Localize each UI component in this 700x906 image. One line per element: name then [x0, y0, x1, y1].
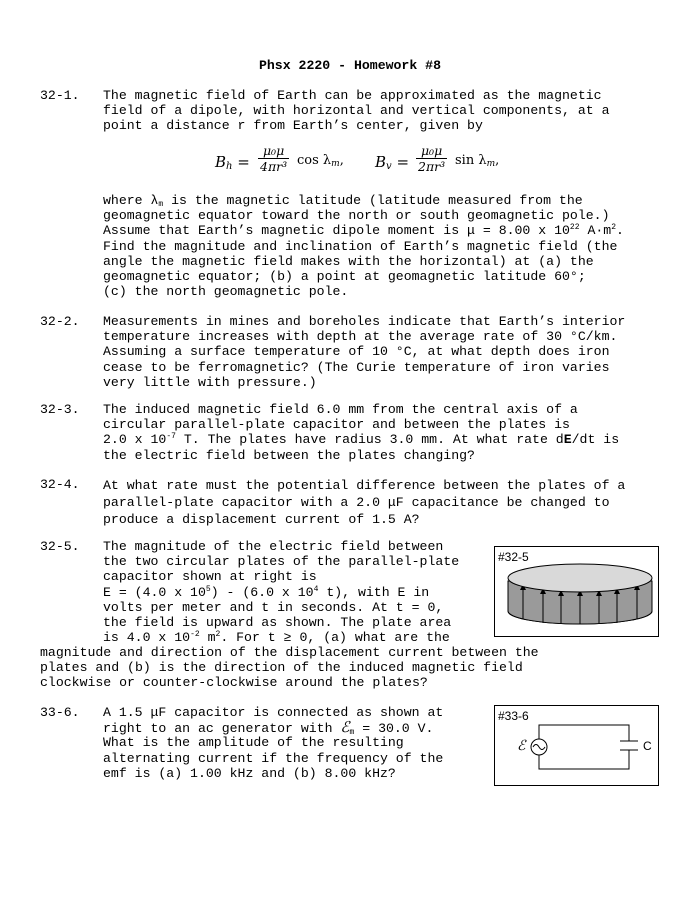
ac-circuit-drawing: [495, 706, 658, 785]
problem-number: 33-6.: [40, 705, 80, 720]
problem-text-wide: magnitude and direction of the displacement current between the plates and (b) is the direction of the induced magnetic field clockwise or counter-clockwise around the plates?: [40, 645, 539, 691]
figure-33-6: [494, 705, 659, 786]
capacitor-plates-drawing: [495, 547, 658, 636]
fraction-bv: $\frac{\text{μ₀μ}}{\text{2πr³}}$: [418, 143, 446, 174]
figure-label: #33-6: [498, 709, 529, 723]
problem-number: 32-1.: [40, 88, 80, 103]
problem-text: At what rate must the potential difference between the plates of a parallel-plate capacitor with a 2.0 μF capacitance be changed to produce a displacement current of 1.5 A?: [103, 478, 626, 527]
bottom-wire: [539, 750, 629, 769]
figure-label: #32-5: [498, 550, 529, 564]
top-plate: [508, 564, 652, 592]
figure-32-5: [494, 546, 659, 637]
fraction-bh: $\frac{\text{μ₀μ}}{\text{4πr³}}$: [260, 143, 288, 174]
problem-text: The magnitude of the electric field between the two circular plates of the parallel-plate capacitor shown at right is E = (4.0 x $10^5) - (6.0$ x $10^4$ t), with E in volts per meter and t in seconds. At t = 0, the field is upward as shown. The plate area is 4.0 x $10^{-2}$ $m^2$. For t ≥ 0, (a) what are the: [103, 539, 460, 646]
emf-label: ℰ: [517, 738, 526, 754]
problem-number: 32-4.: [40, 477, 80, 492]
capacitor-label: C: [643, 739, 652, 753]
problem-number: 32-5.: [40, 539, 80, 554]
problem-text: where $\lambda_m$ is the magnetic latitude (latitude measured from the geomagnetic equator toward the north or south geomagnetic pole.) Assume that Earth’s magnetic dipole moment is μ = 8.00 x $10^{22}$ $A\cdot m^2$. Find the magnitude and inclination of Earth’s magnetic field (the angle the magnetic field makes with the horizontal) at (a) the geomagnetic equator; (b) a point at geomagnetic latitude 60°; (c) the north geomagnetic pole.: [103, 193, 624, 300]
problem-text: The induced magnetic field 6.0 mm from the central axis of a circular parallel-plate capacitor and between the plates is 2.0 x $10^{-7}$ T. The plates have radius 3.0 mm. At what rate dE/dt is the electric field between the plates changing?: [103, 402, 620, 463]
top-wire: [539, 725, 629, 741]
problem-text: The magnetic field of Earth can be approximated as the magnetic field of a dipole, with horizontal and vertical components, at a point a distance r from Earth’s center, given by: [103, 88, 610, 134]
dipole-field-equations: $B_h$ = $\frac{\text{μ₀μ}}{\text{4πr³}}$ $\cos \lambda_m$, $B_v$ = $\frac{\text{μ₀μ}}{\text{2πr³}}$ $\sin \lambda_m$,: [215, 143, 500, 174]
problem-number: 32-3.: [40, 402, 80, 417]
problem-text: A 1.5 μF capacitor is connected as shown at right to an ac generator with ℰ$_m$ = 30.0 V. What is the amplitude of the resulting alternating current if the frequency of the emf is (a) 1.00 kHz and (b) 8.00 kHz?: [103, 705, 444, 781]
problem-number: 32-2.: [40, 314, 80, 329]
problem-text: Measurements in mines and boreholes indicate that Earth’s interior temperature increases with depth at the average rate of 30 °C/km. Assuming a surface temperature of 10 °C, at what depth does iron cease to be ferromagnetic? (The Curie temperature of iron varies very little with pressure.): [103, 314, 626, 390]
page-title: Phsx 2220 - Homework #8: [258, 58, 442, 73]
sine-symbol: [533, 745, 545, 750]
